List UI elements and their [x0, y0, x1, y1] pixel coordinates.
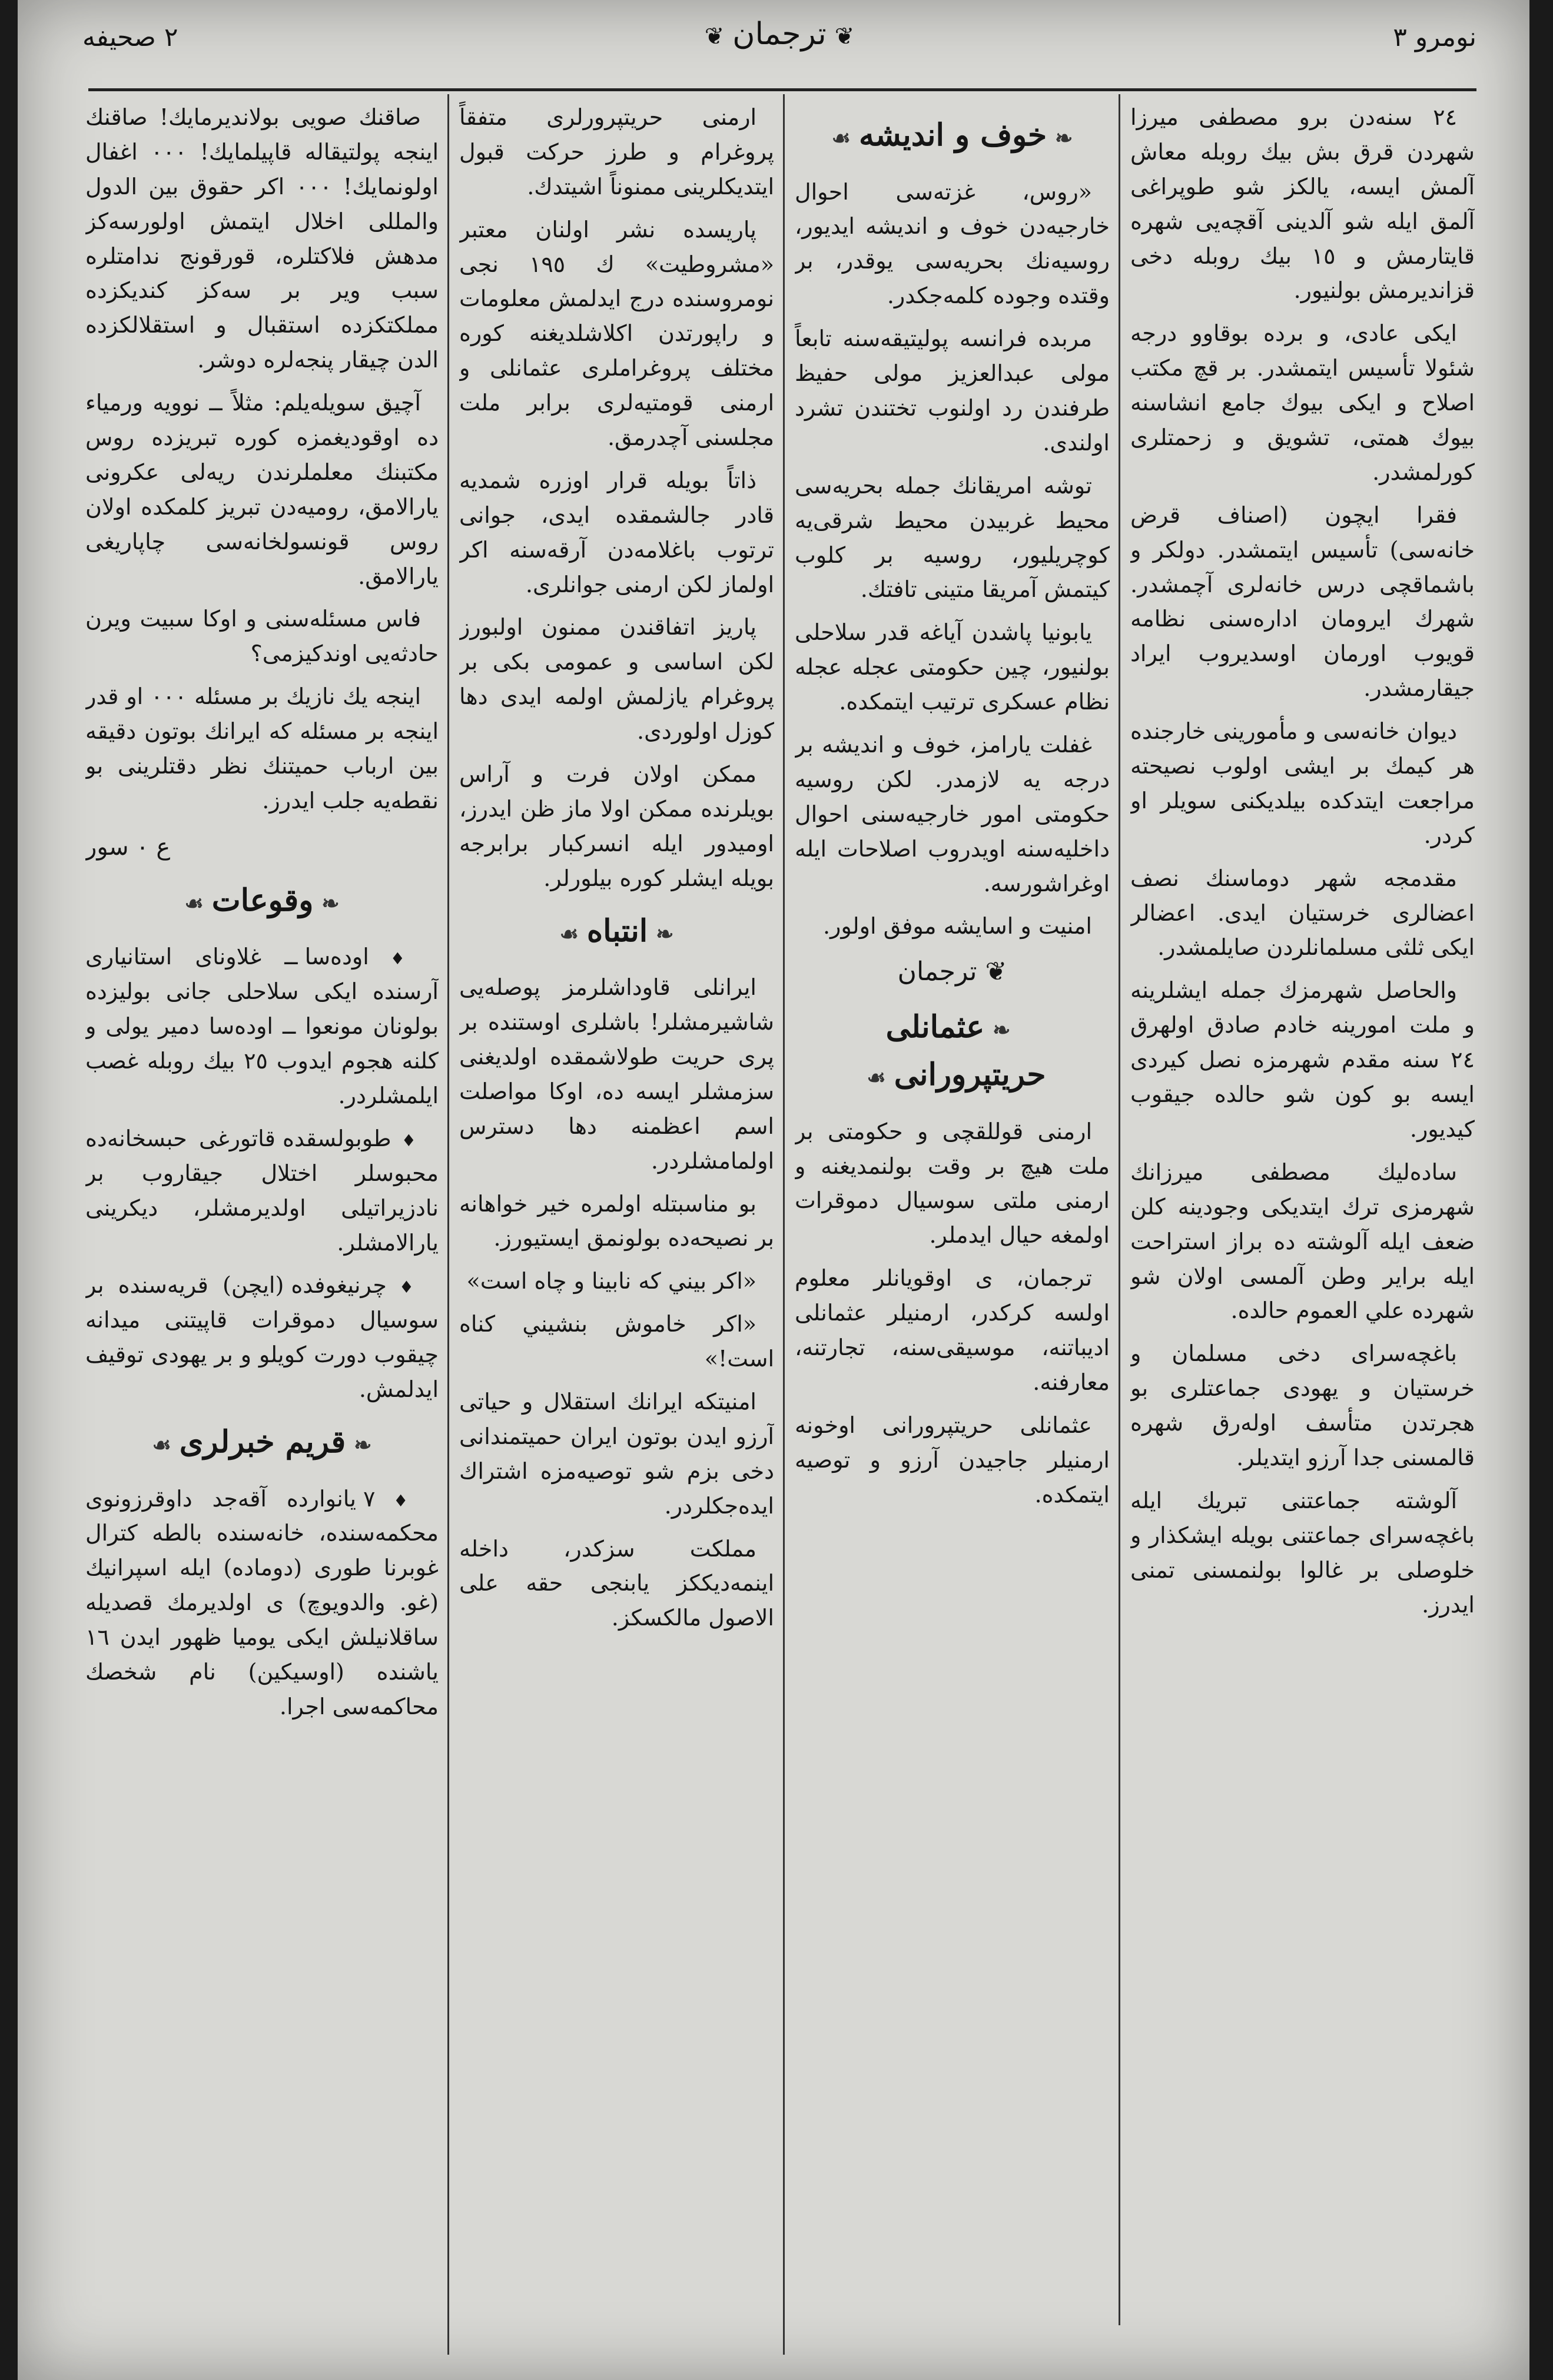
paragraph: توشه امريقانك جمله بحريه‌سى محيط غربيدن محيط شرقى‌يه كوچريليور، روسيه بر كلوب كيتمش آمريقا متينى تافتك. — [795, 472, 1110, 603]
paragraph: فاس مسئله‌سنى و اوكا سبيت ويرن حادثه‌يى اوندكيزمى؟ — [85, 606, 439, 667]
heading-text: عثمانلى حريتپرورانى — [885, 1009, 1046, 1093]
paragraph: «روس، غزته‌سى احوال خارجيه‌دن خوف و انديشه ايديور، روسيه‌نك بحريه‌سى يوقدر، بر وقتده وجوده كلمه‌جكدر. — [795, 178, 1110, 309]
paragraph: غفلت يارامز، خوف و انديشه بر درجه يه لازمدر. لكن روسيه حكومتى امور خارجيه‌سنى احوال داخليه‌سنه اويدروب اصلاحات ايله اوغراشورسه. — [795, 731, 1110, 897]
ornament-icon: ❦ — [704, 23, 725, 50]
ornament-icon: ❦ — [977, 957, 1007, 987]
masthead-title: ترجمان — [732, 16, 827, 52]
ornament-icon: ❧ — [321, 891, 340, 916]
paragraph: ٢٤ سنه‌دن برو مصطفى ميرزا شهردن قرق بش بيك روبله معاش آلمش ايسه، يالكز شو طوپراغى آلمق ايله شو آلدينى آقچه‌يى شهره قايتارمش و ١٥ بيك روبله دخى قزانديرمش بولنيور. — [1130, 104, 1475, 304]
page-number: ٢ صحيفه — [82, 22, 178, 52]
news-item: ♦ چرنيغوفده (ايچن) قريه‌سنده بر سوسيال دموقرات قاپيتنى ميدانه چيقوب دورت كويلو و بر يهودى توقيف ايدلمش. — [85, 1268, 439, 1407]
paragraph: امنيت و اسايشه موفق اولور. — [822, 913, 1092, 940]
heading-text: خوف و انديشه — [858, 117, 1047, 153]
article-heading — [795, 1004, 1110, 1098]
paragraph: ايكى عادى، و برده بوقاوو درجه شئولا تأسيس ايتمشدر. بر قچ مكتب اصلاح و ايكى بيوك جامع انشاسنه بيوك همتى، تشويق و زحمتلرى كورلمشدر. — [1130, 320, 1475, 485]
paragraph: صاقنك صويى بولانديرمايك! صاقنك اينجه پولتيقاله قاپيلمايك! ٠٠٠ اغفال اولونمايك! ٠٠٠ اكر حقوق بين الدول والمللى اخلال ايتمش اولورسه‌كز مدهش فلاكتلره، قورقونج ندامتلره سبب وير بر سه‌كز كنديكزده مملكتكزده استقبال و استقلالكزده الدن چيقار پنجه‌لره دوشر. — [85, 104, 439, 373]
paragraph: يابونيا پاشدن آياغه قدر سلاحلى بولنيور، چين حكومتى عجله عجله نظام عسكرى ترتيب ايتمكده. — [795, 619, 1110, 715]
paragraph: ساده‌ليك مصطفى ميرزانك شهرمزى ترك ايتديكى وجودينه كلن ضعف ايله آلوشته ده براز استراحت ايله براير وطن آلمسى اولان شو شهرده علي العموم حالده. — [1130, 1159, 1475, 1324]
newspaper-page — [18, 0, 1529, 2380]
date-signature: ع ٠ سور — [85, 833, 171, 861]
column-1 — [1130, 100, 1475, 2355]
paragraph: مربده فرانسه پوليتيقه‌سنه تابعاً مولى عبدالعزيز مولى حفيظ طرفندن رد اولنوب تختندن تشرد اولندى. — [795, 326, 1110, 456]
ornament-icon: ☙ — [152, 1432, 171, 1458]
paragraph: ارمنى حريتپرورلرى متفقاً پروغرام و طرز حركت قبول ايتديكلرينى ممنوناً اشيتدك. — [459, 104, 774, 200]
article-heading — [795, 112, 1110, 160]
paragraph: باغچه‌سراى دخى مسلمان و خرستيان و يهودى جماعتلرى بو هجرتدن متأسف اوله‌رق شهره قالمسنى جدا آرزو ايتديلر. — [1130, 1340, 1475, 1471]
article-heading — [85, 1419, 439, 1466]
column-3 — [459, 100, 774, 2355]
ornament-icon: ☙ — [867, 1065, 886, 1091]
column-divider — [447, 94, 449, 2355]
paragraph: فقرا ايچون (اصناف قرض خانه‌سى) تأسيس ايتمشدر. دولكر و باشماقچى درس خانه‌لرى آچمشدر. شهرك ايرومان اداره‌سنى نظامه قويوب اورمان اوسديروب ايراد جيقارمشدر. — [1130, 502, 1475, 702]
article-heading — [459, 908, 774, 955]
paragraph: مملكت سزكدر، داخله اينمه‌ديككز يابنجى حقه على الاصول مالكسكز. — [459, 1535, 774, 1631]
paragraph: آلوشته جماعتنى تبريك ايله باغچه‌سراى جماعتنى بويله ايشكذار و خلوصلى بر غالوا بولنمسنى تمنى ايدرز. — [1130, 1487, 1475, 1618]
ornament-icon: ❧ — [354, 1432, 372, 1458]
page-header — [82, 12, 1476, 71]
paragraph: «اكر خاموش بنشيني كناه است!» — [459, 1311, 774, 1372]
paragraph: اينجه يك نازيك بر مسئله ٠٠٠ او قدر اينجه بر مسئله كه ايرانك بوتون دقيقه بين ارباب حميتنك نظر دقتلرينى بو نقطه‌يه جلب ايدرز. — [85, 683, 439, 814]
paragraph: پاريسده نشر اولنان معتبر «مشروطيت» ك ١٩٥ نجى نومروسنده درج ايدلمش معلومات و راپورتدن اكلاشلديغنه كوره مختلف پروغراملرى عثمانلى و ارمنى قومتيه‌لرى برابر ملت مجلسنى آچدرمق. — [459, 216, 774, 451]
ornament-icon: ❧ — [656, 921, 674, 947]
column-2 — [795, 100, 1110, 2355]
masthead — [696, 16, 862, 52]
paragraph: ممكن اولان فرت و آراس بويلرنده ممكن اولا ماز ظن ايدرز، اوميدور ايله انسركبار برابرجه بويله ايشلر كوره بيلورلر. — [459, 761, 774, 891]
subhead-text: ترجمان — [897, 957, 977, 987]
paragraph: ترجمان، ى اوقويانلر معلوم اولسه كركدر، ارمنيلر عثمانلى اديباتنه، موسيقى‌سنه، تجارتنه، معارفنه. — [795, 1265, 1110, 1395]
ornament-icon: ☙ — [184, 891, 204, 916]
paragraph: امنيتكه ايرانك استقلال و حياتى آرزو ايدن بوتون ايران حميتمندانى دخى بزم شو توصيه‌مزه اشتراك ايده‌جكلردر. — [459, 1388, 774, 1519]
paragraph: ديوان خانه‌سى و مأمورينى خارجنده هر كيمك بر ايشى اولوب نصيحته مراجعت ايتدكده بيلديكنى سويلر او كردر. — [1130, 718, 1475, 848]
paragraph: آچيق سويله‌يلم: مثلاً ــ نوويه ورمياء ده اوقوديغمزه كوره تبريزده روس مكتبنك معلملرندن ريه‌لى عكرونى يارالامق، روميه‌دن تبريز كلمكده اولان روس قونسولخانه‌سى چاپاريغى يارالامق. — [85, 390, 439, 589]
heading-text: انتباه — [586, 912, 648, 949]
news-item: ♦ طوبولسقده قاتورغى حبسخانه‌ده محبوسلر اختلال جيقاروب بر نادزيراتيلى اولديرمشلر، ديكرينى يارالامشلر. — [85, 1121, 439, 1260]
column-divider — [1119, 94, 1120, 2325]
ornament-icon: ☙ — [559, 921, 579, 947]
paragraph: والحاصل شهرمزك جمله ايشلرينه و ملت امورينه خادم صادق اولهرق ٢٤ سنه مقدم شهرمزه نصل كيردى ايسه بو كون شو حالده جيقوب كيديور. — [1130, 977, 1475, 1142]
paragraph: «اكر بيني كه نابينا و چاه است» — [466, 1268, 756, 1294]
signature-subhead — [795, 952, 1110, 992]
paragraph: ايرانلى قاوداشلرمز پوصله‌يى شاشيرمشلر! باشلرى اوستنده بر پرى حريت طولاشمقده اولديغنى سزمشلر ايسه ده، اوكا مواصلت اسم اعظمنه دها دسترس اولمامشلردر. — [459, 974, 774, 1174]
ornament-icon: ☙ — [831, 126, 851, 151]
news-item: ♦ ٧ يانوارده آقه‌جد داوقرزونوى محكمه‌سنده، خانه‌سنده بالطه كترال غوبرنا طورى (دوماده) ايله اسپرانيك (غو. والدويوچ) ى اولديرمك قصديله ساقلانيلش ايكى يوميا ظهور ايدن ١٦ ياشنده (اوسيكين) نام شخصك محاكمه‌سى اجرا. — [85, 1482, 439, 1724]
issue-number: نومرو ٣ — [1393, 22, 1476, 52]
paragraph: ذاتاً بويله قرار اوزره شمديه قادر جالشمقده ايدى، جوانى ترتوب باغلامه‌دن آرقه‌سنه اكر اولماز لكن ارمنى جوانلرى. — [459, 467, 774, 598]
paragraph: بو مناسبتله اولمره خير خواهانه بر نصيحه‌ده بولونمق ايستيورز. — [459, 1190, 774, 1252]
news-item: ♦ اوده‌سا ــ غلاوناى استانيارى آرسنده ايكى سلاحلى جانى بوليزده بولونان مونعوا ــ اوده‌سا دمير يولى و كلنه هجوم ايدوب ٢٥ بيك روبله غصب ايلمشلردر. — [85, 940, 439, 1113]
heading-text: وقوعات — [211, 882, 314, 918]
column-4 — [85, 100, 439, 2355]
paragraph: ارمنى قوللقچى و حكومتى بر ملت هيچ بر وقت بولنمديغنه و ارمنى ملتى سوسيال دموقرات اولمغه حيال ايدملر. — [795, 1118, 1110, 1249]
paragraph: عثمانلى حريتپرورانى اوخونه ارمنيلر جاجيدن آرزو و توصيه ايتمكده. — [795, 1412, 1110, 1508]
header-rule — [88, 88, 1476, 91]
ornament-icon: ❧ — [993, 1018, 1011, 1043]
paragraph: پاريز اتفاقندن ممنون اولبورز لكن اساسى و عمومى بكى بر پروغرام يازلمش اولمه ايدى دها كوزل اولوردى. — [459, 614, 774, 745]
article-heading — [85, 877, 439, 925]
heading-text: قريم خبرلرى — [179, 1423, 346, 1460]
ornament-icon: ❦ — [834, 23, 855, 50]
ornament-icon: ❧ — [1055, 126, 1073, 151]
paragraph: مقدمجه شهر دوماسنك نصف اعضالرى خرستيان ايدى. اعضالر ايكى ثلثى مسلمانلردن صايلمشدر. — [1130, 865, 1475, 961]
column-divider — [783, 94, 785, 2355]
